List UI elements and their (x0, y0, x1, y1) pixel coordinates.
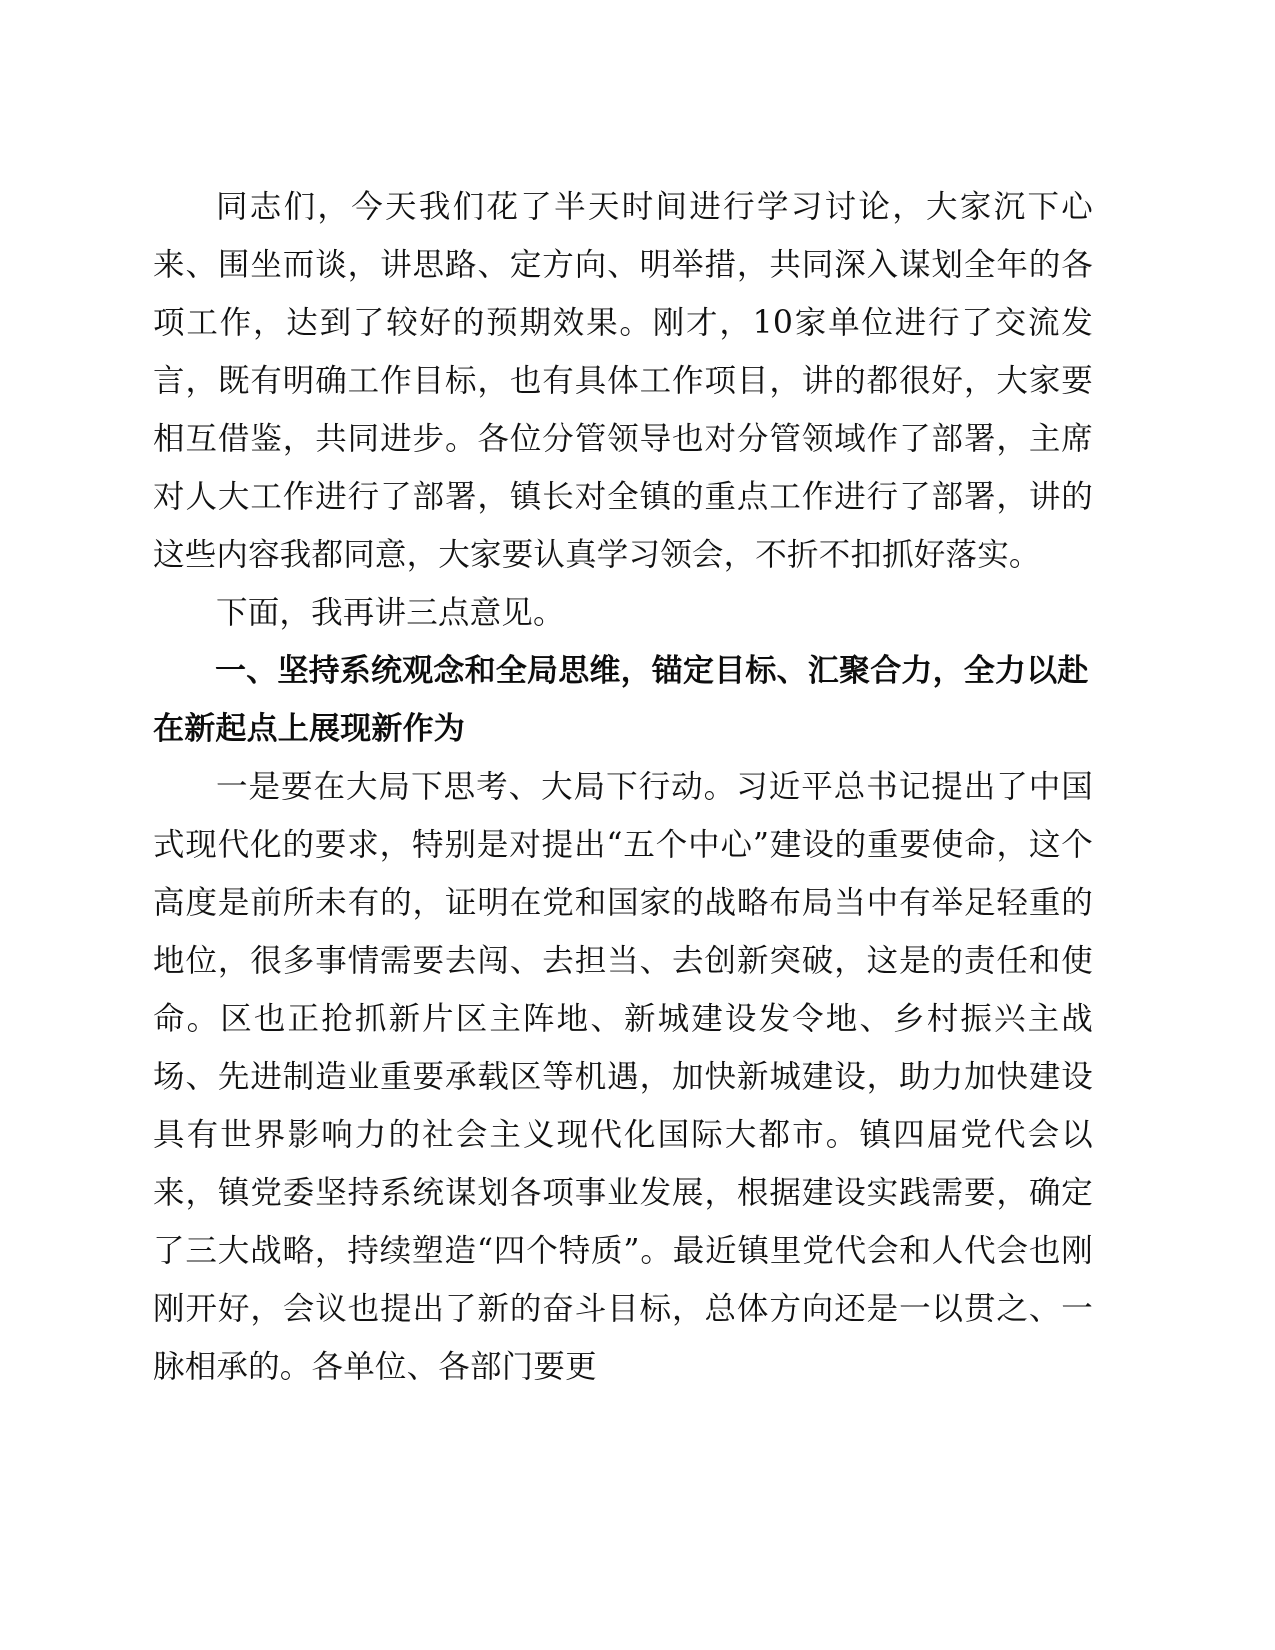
section-heading-1: 一、坚持系统观念和全局思维，锚定目标、汇聚合力，全力以赴在新起点上展现新作为 (153, 653, 1089, 747)
paragraph-point-1: 一是要在大局下思考、大局下行动。习近平总书记提出了中国式现代化的要求，特别是对提出“五个中心”建设的重要使命，这个高度是前所未有的，证明在党和国家的战略布局当中有举足轻重的地位，很多事情需要去闯、去担当、去创新突破，这是的责任和使命。区也正抢抓新片区主阵地、新城建设发令地、乡村振兴主战场、先进制造业重要承载区等机遇，加快新城建设，助力加快建设具有世界影响力的社会主义现代化国际大都市。镇四届党代会以来，镇党委坚持系统谋划各项事业发展，根据建设实践需要，确定了三大战略，持续塑造“四个特质”。最近镇里党代会和人代会也刚刚开好，会议也提出了新的奋斗目标，总体方向还是一以贯之、一脉相承的。各单位、各部门要更 (153, 769, 1093, 1385)
paragraph-opening: 同志们，今天我们花了半天时间进行学习讨论，大家沉下心来、围坐而谈，讲思路、定方向、明举措，共同深入谋划全年的各项工作，达到了较好的预期效果。刚才，10家单位进行了交流发言，既有明确工作目标，也有具体工作项目，讲的都很好，大家要相互借鉴，共同进步。各位分管领导也对分管领域作了部署，主席对人大工作进行了部署，镇长对全镇的重点工作进行了部署，讲的这些内容我都同意，大家要认真学习领会，不折不扣抓好落实。 (153, 189, 1093, 573)
document-body (153, 178, 1093, 1396)
paragraph-transition: 下面，我再讲三点意见。 (216, 595, 565, 631)
